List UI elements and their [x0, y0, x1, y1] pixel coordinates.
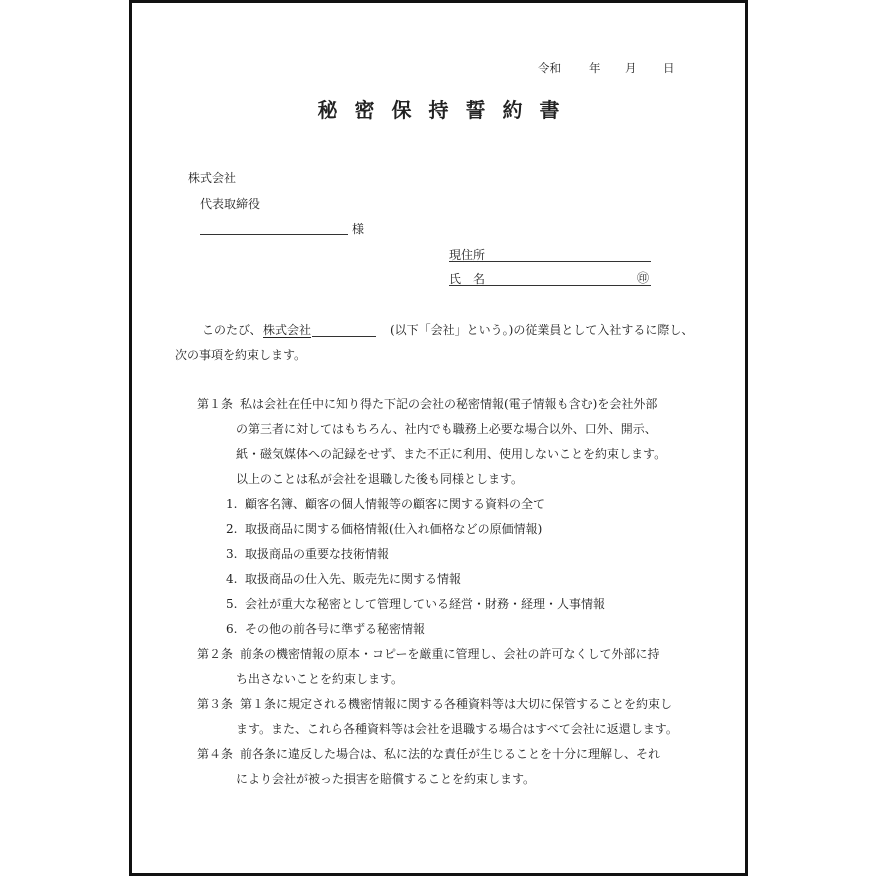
signer-name-line — [449, 285, 651, 286]
addressee-name-line — [200, 234, 348, 235]
signer-address-line — [449, 261, 651, 262]
item-5-num: 5. — [226, 597, 238, 611]
item-4-num: 4. — [226, 572, 238, 586]
intro-suffix: (以下「会社」という。)の従業員として入社するに際し、 — [390, 323, 694, 337]
seal-mark: ㊞ — [637, 271, 650, 285]
article-2-line-2: ち出さないことを約束します。 — [236, 672, 404, 686]
item-5-text: 会社が重大な秘密として管理している経営・財務・経理・人事情報 — [245, 597, 606, 611]
article-1-line-4: 以上のことは私が会社を退職した後も同様とします。 — [236, 472, 524, 486]
item-1-text: 顧客名簿、顧客の個人情報等の顧客に関する資料の全て — [245, 497, 546, 511]
intro-company: 株式会社 — [263, 323, 312, 337]
document-title: 秘密保持誓約書 — [317, 98, 577, 122]
addressee-position: 代表取締役 — [200, 197, 261, 211]
intro-prefix: このたび、 — [202, 323, 262, 337]
article-3-line-2: ます。また、これら各種資料等は会社を退職する場合はすべて会社に返還します。 — [236, 722, 678, 736]
signer-name-label: 氏 名 — [449, 272, 486, 286]
item-6-num: 6. — [226, 622, 238, 636]
article-2-line-1: 前条の機密情報の原本・コピーを厳重に管理し、会社の許可なくして外部に持 — [240, 647, 660, 661]
article-2-label: 第２条 — [197, 647, 234, 661]
item-3-num: 3. — [226, 547, 238, 561]
item-3-text: 取扱商品の重要な技術情報 — [245, 547, 390, 561]
article-3-line-1: 第１条に規定される機密情報に関する各種資料等は大切に保管することを約束し — [240, 697, 673, 711]
intro-line2: 次の事項を約束します。 — [175, 348, 307, 362]
addressee-honorific: 様 — [352, 222, 365, 236]
article-1-label: 第１条 — [197, 397, 234, 411]
date-day: 日 — [663, 61, 675, 75]
article-3-label: 第３条 — [197, 697, 234, 711]
intro-company-blank — [312, 336, 376, 337]
article-4-line-1: 前各条に違反した場合は、私に法的な責任が生じることを十分に理解し、それ — [240, 747, 661, 761]
item-2-num: 2. — [226, 522, 238, 536]
item-1-num: 1. — [226, 497, 238, 511]
date-year: 年 — [589, 61, 601, 75]
article-1-line-3: 紙・磁気媒体への記録をせず、また不正に利用、使用しないことを約束します。 — [236, 447, 667, 461]
article-1-line-2: の第三者に対してはもちろん、社内でも職務上必要な場合以外、口外、開示、 — [236, 422, 657, 436]
item-6-text: その他の前各号に準ずる秘密情報 — [245, 622, 426, 636]
document-page — [129, 0, 748, 876]
signer-address-label: 現住所 — [449, 248, 486, 262]
date-month: 月 — [625, 61, 637, 75]
article-1-line-1: 私は会社在任中に知り得た下記の会社の秘密情報(電子情報も含む)を会社外部 — [240, 397, 658, 411]
item-2-text: 取扱商品に関する価格情報(仕入れ価格などの原価情報) — [245, 522, 543, 536]
article-4-line-2: により会社が被った損害を賠償することを約束します。 — [236, 772, 536, 786]
item-4-text: 取扱商品の仕入先、販売先に関する情報 — [245, 572, 462, 586]
date-era: 令和 — [538, 61, 561, 75]
article-4-label: 第４条 — [197, 747, 234, 761]
addressee-company: 株式会社 — [188, 171, 237, 185]
